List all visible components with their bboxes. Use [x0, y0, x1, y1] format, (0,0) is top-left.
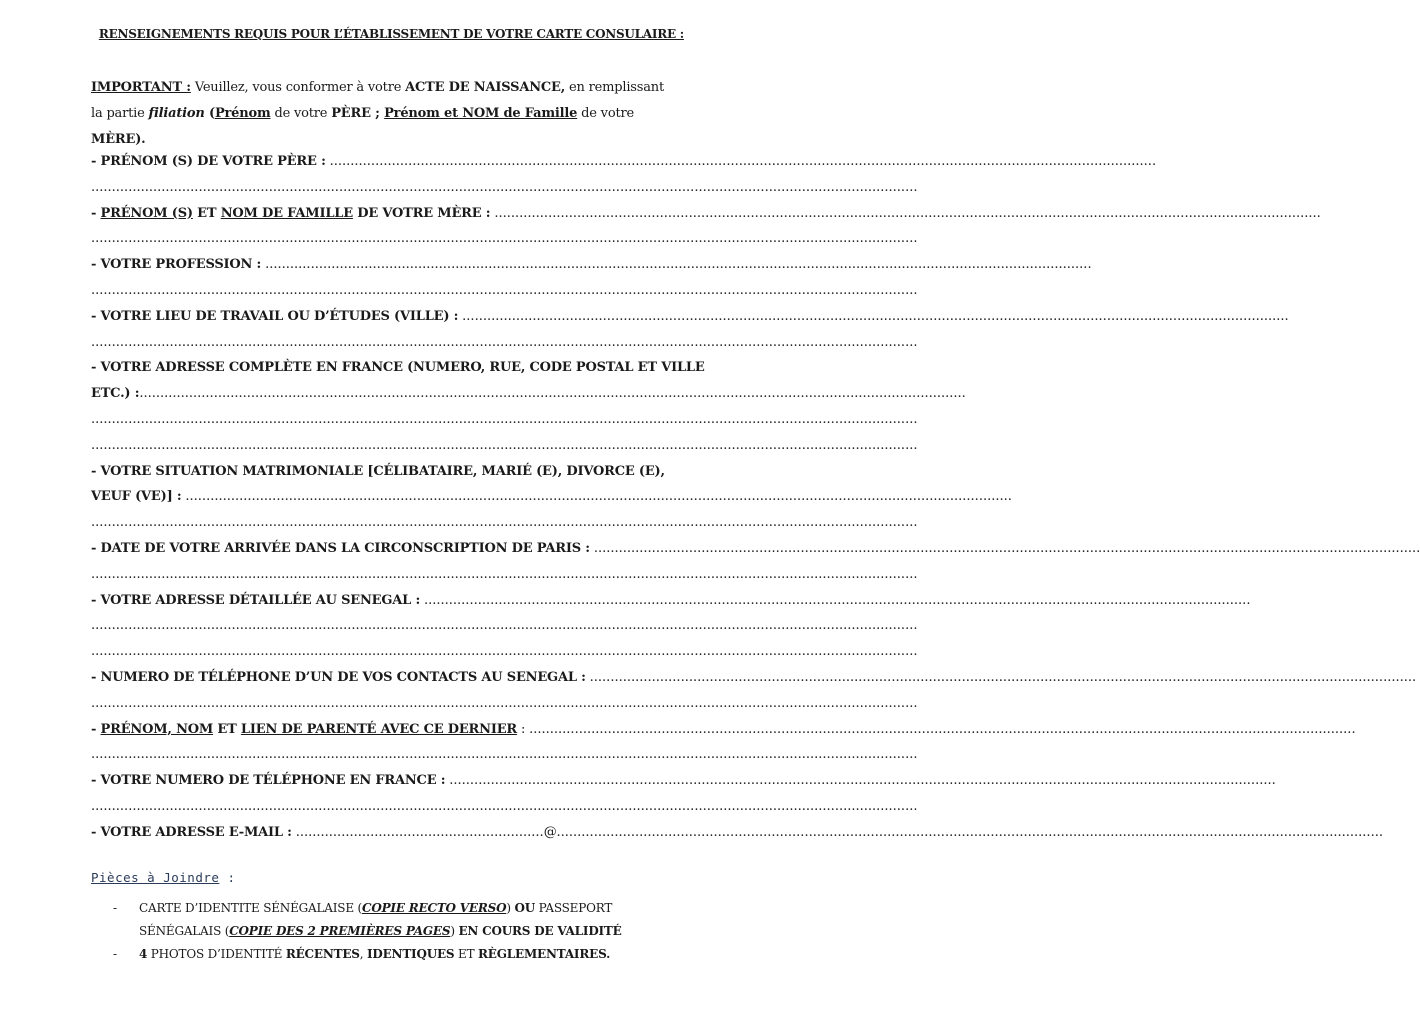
fill-line[interactable]	[91, 742, 918, 768]
field-label: ET	[213, 721, 241, 737]
field-contact-phone[interactable]	[91, 665, 1417, 691]
field-label: - VOTRE SITUATION MATRIMONIALE [CÉLIBATAIRE, MARIÉ (E), DIVORCE (E),	[91, 463, 665, 479]
list-text: ,	[359, 947, 367, 961]
field-address-france-cont[interactable]	[91, 381, 966, 407]
field-contact-relationship[interactable]	[91, 717, 1356, 743]
fill-dots: ........................................................................................................................................................................................................	[449, 773, 1276, 789]
list-text: PHOTOS D’IDENTITÉ	[147, 947, 286, 961]
fill-dots: ........................................................................................................................................................................................................	[91, 437, 918, 453]
list-item	[113, 943, 683, 966]
attachments-heading	[91, 870, 235, 885]
field-label: - NUMERO DE TÉLÉPHONE D’UN DE VOS CONTACTS AU SENEGAL :	[91, 669, 586, 685]
fill-dots: ........................................................................................................................................................................................................	[556, 824, 1383, 840]
important-underline: Prénom et NOM de Famille	[384, 106, 578, 121]
list-item	[113, 897, 683, 943]
list-text: CARTE D’IDENTITE SÉNÉGALAISE (	[139, 901, 362, 915]
page-title	[91, 27, 684, 41]
important-text: (	[204, 106, 215, 121]
fill-line[interactable]	[91, 794, 918, 820]
fill-line[interactable]	[91, 278, 918, 304]
fill-dots: ........................................................................................................................................................................................................	[91, 334, 918, 350]
fill-line[interactable]	[91, 510, 918, 536]
important-notice	[91, 75, 679, 153]
important-bold: ACTE DE NAISSANCE,	[405, 80, 566, 95]
field-label: NOM DE FAMILLE	[220, 205, 353, 221]
fill-line[interactable]	[91, 562, 918, 588]
email-at-sign: @	[543, 824, 557, 840]
field-label: PRÉNOM (S)	[100, 205, 193, 221]
field-label: - DATE DE VOTRE ARRIVÉE DANS LA CIRCONSCRIPTION DE PARIS :	[91, 540, 590, 556]
attachments-list	[113, 897, 683, 966]
field-label: VEUF (VE)] :	[91, 489, 182, 505]
list-emphasis: COPIE RECTO VERSO	[361, 901, 507, 915]
fill-dots: ........................................................................................................................................................................................................	[91, 644, 918, 660]
field-label: DE VOTRE MÈRE :	[352, 205, 491, 221]
fill-line[interactable]	[91, 407, 918, 433]
important-text: de votre	[577, 106, 634, 121]
fill-dots: ........................................................................................................................................................................................................	[91, 515, 918, 531]
list-dash: -	[113, 901, 117, 915]
attachments-title: Pièces à Joindre	[91, 870, 220, 885]
fill-line[interactable]	[91, 175, 918, 201]
list-emphasis: COPIE DES 2 PREMIÈRES PAGES	[229, 924, 451, 938]
field-address-senegal[interactable]	[91, 588, 1251, 614]
important-label: IMPORTANT :	[91, 80, 191, 95]
field-label: - PRÉNOM (S) DE VOTRE PÈRE :	[91, 154, 326, 169]
list-bold: EN COURS DE VALIDITÉ	[458, 924, 622, 938]
field-work-place[interactable]	[91, 304, 1289, 330]
fill-dots: ........................................................................................................................................................................................................	[462, 308, 1289, 324]
fill-line[interactable]	[91, 613, 918, 639]
fill-dots: ........................................................................................................................................................................................................	[91, 618, 918, 634]
field-address-france	[91, 355, 705, 381]
fill-dots: ........................................................................................................................................................................................................	[91, 798, 918, 814]
field-label: :	[517, 721, 526, 737]
important-bold: MÈRE).	[91, 132, 146, 147]
field-label: - VOTRE NUMERO DE TÉLÉPHONE EN FRANCE :	[91, 773, 446, 789]
field-mother-name[interactable]	[91, 201, 1321, 227]
list-bold: OU	[514, 901, 535, 915]
field-label: - VOTRE ADRESSE DÉTAILLÉE AU SENEGAL :	[91, 592, 421, 608]
list-text: )	[450, 924, 459, 938]
fill-line[interactable]	[91, 226, 918, 252]
list-bold: RÈGLEMENTAIRES.	[478, 947, 611, 961]
fill-dots: ........................................................................................................................................................................................................	[593, 540, 1420, 556]
fill-dots: ........................................................................................................................................................................................................	[91, 411, 918, 427]
field-label: PRÉNOM, NOM	[100, 721, 214, 737]
fill-dots: ........................................................................................................................................................................................................	[265, 257, 1092, 273]
fill-line[interactable]	[91, 691, 918, 717]
fill-dots: ........................................................................................................................................................................................................	[91, 179, 918, 195]
fill-dots: ........................................................................................................................................................................................................	[91, 695, 918, 711]
field-marital-status-cont[interactable]	[91, 484, 1012, 510]
field-label: - VOTRE ADRESSE COMPLÈTE EN FRANCE (NUMERO, RUE, CODE POSTAL ET VILLE	[91, 360, 705, 376]
form-fields	[91, 149, 1420, 846]
field-father-first-name[interactable]	[91, 149, 1157, 175]
fill-dots: ........................................................................................................................................................................................................	[529, 721, 1356, 737]
important-text: de votre	[270, 106, 332, 121]
important-text: en remplissant la partie	[91, 80, 664, 121]
important-text: Veuillez, vous conformer à votre	[190, 80, 406, 95]
field-profession[interactable]	[91, 252, 1092, 278]
fill-dots: ........................................................................................................................................................................................................	[91, 566, 918, 582]
fill-dots: ........................................................................................................................................................................................................	[91, 282, 918, 298]
fill-dots: ........................................................................................................................................................................................................	[329, 154, 1157, 169]
field-label: LIEN DE PARENTÉ AVEC CE DERNIER	[240, 721, 518, 737]
field-label: ETC.) :	[91, 386, 140, 402]
field-label: - VOTRE PROFESSION :	[91, 257, 262, 273]
list-text: ET	[454, 947, 478, 961]
fill-dots: ........................................................................................................................................................................................................	[423, 592, 1251, 608]
field-arrival-date[interactable]	[91, 536, 1420, 562]
field-label: -	[91, 205, 101, 221]
title-text: RENSEIGNEMENTS REQUIS POUR L’ÉTABLISSEMENT DE VOTRE CARTE CONSULAIRE :	[98, 27, 684, 41]
fill-dots: ............................................................	[295, 824, 544, 840]
fill-dots: ........................................................................................................................................................................................................	[139, 386, 966, 402]
list-text: )	[506, 901, 515, 915]
important-bold: PÈRE ;	[331, 106, 385, 121]
fill-dots: ........................................................................................................................................................................................................	[494, 205, 1321, 221]
important-italic: filiation	[148, 106, 205, 121]
field-label: ET	[192, 205, 221, 221]
list-dash: -	[113, 947, 117, 961]
fill-line[interactable]	[91, 330, 918, 356]
list-bold: RÉCENTES	[285, 947, 360, 961]
list-bold: IDENTIQUES	[366, 947, 455, 961]
field-label: - VOTRE LIEU DE TRAVAIL OU D’ÉTUDES (VILLE) :	[91, 308, 459, 324]
fill-line[interactable]	[91, 639, 918, 665]
field-label: -	[91, 721, 101, 737]
fill-dots: ........................................................................................................................................................................................................	[185, 489, 1012, 505]
list-bold: 4	[139, 947, 148, 961]
field-label: - VOTRE ADRESSE E-MAIL :	[91, 824, 292, 840]
fill-line[interactable]	[91, 433, 918, 459]
fill-dots: ........................................................................................................................................................................................................	[91, 747, 918, 763]
field-phone-france[interactable]	[91, 768, 1276, 794]
field-email[interactable]	[91, 820, 1383, 846]
attachments-colon: :	[219, 870, 236, 885]
fill-dots: ........................................................................................................................................................................................................	[91, 231, 918, 247]
important-underline: Prénom	[214, 106, 271, 121]
fill-dots: ........................................................................................................................................................................................................	[589, 669, 1417, 685]
list-text: PASSEPORT SÉNÉGALAIS (	[139, 901, 613, 938]
field-marital-status	[91, 459, 676, 485]
